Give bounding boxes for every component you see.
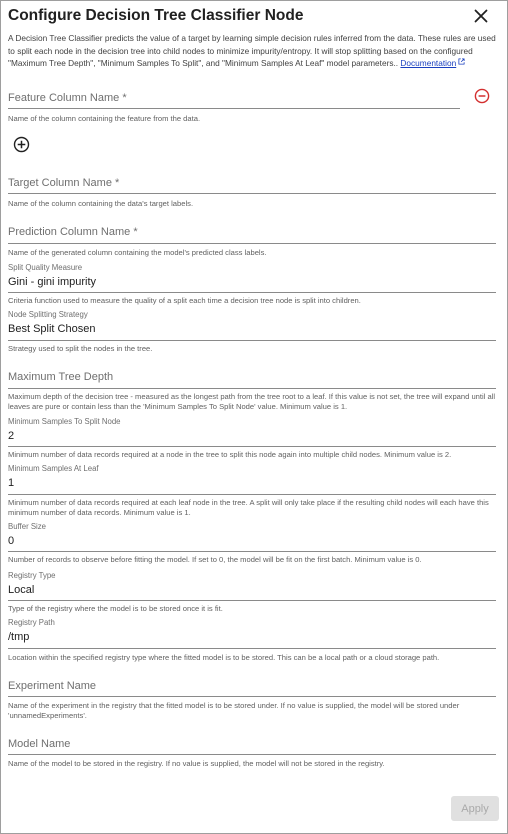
registry-type-select[interactable] bbox=[8, 570, 496, 602]
close-icon[interactable] bbox=[473, 8, 489, 24]
min-samples-split-label: Minimum Samples To Split Node bbox=[8, 417, 121, 426]
target-column-input[interactable] bbox=[8, 175, 496, 195]
minus-circle-icon[interactable] bbox=[474, 88, 490, 104]
min-samples-split-value: 2 bbox=[8, 430, 15, 442]
split-quality-underline bbox=[8, 292, 496, 293]
split-quality-select[interactable] bbox=[8, 262, 496, 294]
model-name-placeholder: Model Name bbox=[8, 738, 71, 750]
splitting-strategy-value: Best Split Chosen bbox=[8, 323, 96, 335]
experiment-name-help: Name of the experiment in the registry that the fitted model is to be stored under. If no value is supplied, the model will be stored under 'unnamedExperiments'. bbox=[8, 701, 460, 720]
registry-path-input[interactable] bbox=[8, 617, 496, 649]
experiment-name-underline bbox=[8, 696, 496, 697]
min-samples-leaf-value: 1 bbox=[8, 477, 15, 489]
feature-column-input[interactable] bbox=[8, 90, 460, 110]
feature-column-underline bbox=[8, 108, 460, 109]
split-quality-value: Gini - gini impurity bbox=[8, 276, 97, 288]
buffer-size-help: Number of records to observe before fitting the model. If set to 0, the model will be fit on the first batch. Minimum value is 0. bbox=[8, 555, 422, 564]
documentation-link-label: Documentation bbox=[400, 58, 457, 68]
target-column-placeholder: Target Column Name * bbox=[8, 177, 120, 189]
experiment-name-input[interactable] bbox=[8, 678, 496, 698]
registry-path-value: /tmp bbox=[8, 631, 30, 643]
registry-type-underline bbox=[8, 600, 496, 601]
split-quality-help: Criteria function used to measure the quality of a split each time a decision tree node is split into children. bbox=[8, 296, 361, 305]
prediction-column-underline bbox=[8, 243, 496, 244]
registry-type-help: Type of the registry where the model is to be stored once it is fit. bbox=[8, 604, 223, 613]
splitting-strategy-label: Node Splitting Strategy bbox=[8, 310, 88, 319]
experiment-name-placeholder: Experiment Name bbox=[8, 680, 97, 692]
documentation-link[interactable] bbox=[400, 58, 456, 68]
model-name-help: Name of the model to be stored in the registry. If no value is supplied, the model will not be stored in the registry. bbox=[8, 759, 385, 768]
prediction-column-input[interactable] bbox=[8, 224, 496, 244]
buffer-size-underline bbox=[8, 551, 496, 552]
dialog-title: Configure Decision Tree Classifier Node bbox=[8, 7, 304, 24]
target-column-help: Name of the column containing the data's target labels. bbox=[8, 199, 194, 208]
target-column-underline bbox=[8, 193, 496, 194]
min-samples-split-help: Minimum number of data records required at a node in the tree to split this node again into multiple child nodes. Minimum value is 2. bbox=[8, 450, 452, 459]
registry-type-value: Local bbox=[8, 584, 35, 596]
splitting-strategy-help: Strategy used to split the nodes in the tree. bbox=[8, 344, 153, 353]
min-samples-leaf-input[interactable] bbox=[8, 463, 496, 495]
min-samples-split-input[interactable] bbox=[8, 416, 496, 448]
min-samples-leaf-underline bbox=[8, 494, 496, 495]
registry-path-help: Location within the specified registry type where the fitted model is to be stored. This can be a local path or a cloud storage path. bbox=[8, 653, 440, 662]
splitting-strategy-underline bbox=[8, 340, 496, 341]
feature-column-placeholder: Feature Column Name * bbox=[8, 92, 127, 104]
registry-path-underline bbox=[8, 648, 496, 649]
feature-column-help: Name of the column containing the feature from the data. bbox=[8, 114, 201, 123]
buffer-size-label: Buffer Size bbox=[8, 522, 46, 531]
max-tree-depth-input[interactable] bbox=[8, 369, 496, 389]
prediction-column-placeholder: Prediction Column Name * bbox=[8, 226, 138, 238]
dialog-description bbox=[8, 32, 496, 70]
max-tree-depth-placeholder: Maximum Tree Depth bbox=[8, 371, 114, 383]
min-samples-leaf-help: Minimum number of data records required at each leaf node in the tree. A split will only take place if the resulting child nodes will each have this minimum number of data records. Minimum value is 1. bbox=[8, 498, 489, 517]
registry-type-label: Registry Type bbox=[8, 571, 56, 580]
external-link-icon[interactable] bbox=[458, 58, 465, 65]
model-name-input[interactable] bbox=[8, 736, 496, 756]
description-text: A Decision Tree Classifier predicts the value of a target by learning simple decision rules inferred from the data. These rules are used to split each node in the decision tree into child nodes to minimize impurity/entropy. It will stop splitting based on the configured "Maximum Tree Depth", "Minimum Samples To Split", and "Minimum Samples At Leaf" model parameters.. bbox=[8, 33, 496, 68]
registry-path-label: Registry Path bbox=[8, 618, 55, 627]
prediction-column-help: Name of the generated column containing the model's predicted class labels. bbox=[8, 248, 267, 257]
apply-button[interactable]: Apply bbox=[451, 796, 499, 821]
buffer-size-value: 0 bbox=[8, 535, 15, 547]
min-samples-leaf-label: Minimum Samples At Leaf bbox=[8, 464, 99, 473]
buffer-size-input[interactable] bbox=[8, 521, 496, 553]
splitting-strategy-select[interactable] bbox=[8, 309, 496, 341]
max-tree-depth-help: Maximum depth of the decision tree - measured as the longest path from the tree root to a leaf. If this value is not set, the tree will expand until all leaves are pure or contain less than the 'Minimum Samples To Split Node' value. Minimum value is 1. bbox=[8, 392, 496, 411]
split-quality-label: Split Quality Measure bbox=[8, 263, 83, 272]
max-tree-depth-underline bbox=[8, 388, 496, 389]
plus-circle-icon[interactable] bbox=[13, 136, 30, 153]
model-name-underline bbox=[8, 754, 496, 755]
min-samples-split-underline bbox=[8, 446, 496, 447]
